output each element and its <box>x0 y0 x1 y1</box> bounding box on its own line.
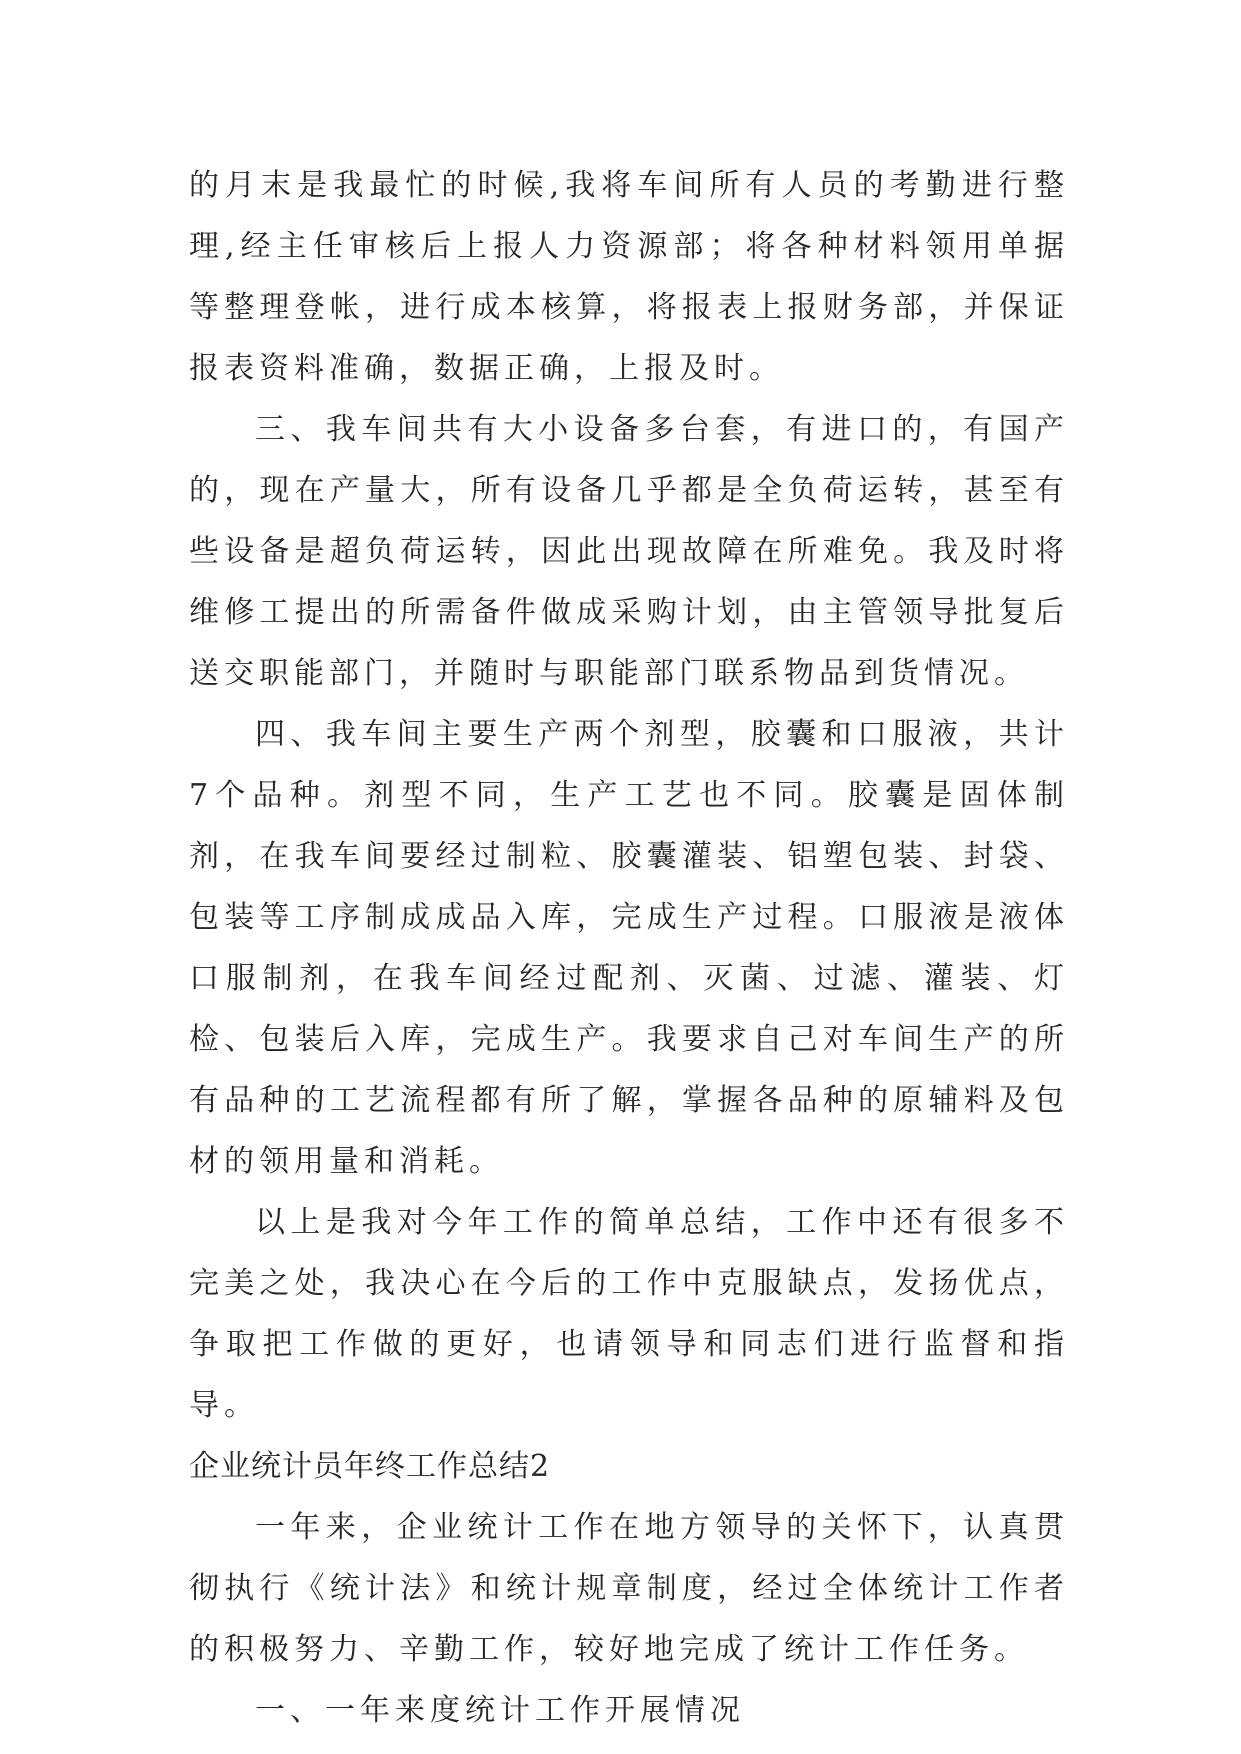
paragraph-attendance-cost: 的月末是我最忙的时候,我将车间所有人员的考勤进行整理,经主任审核后上报人力资源部；将各种材料领用单据等整理登帐，进行成本核算，将报表上报财务部，并保证报表资料准确，数据正确，上报及时。 <box>189 168 1069 386</box>
paragraph-equipment: 三、我车间共有大小设备多台套，有进口的，有国产的，现在产量大，所有设备几乎都是全负荷运转，甚至有些设备是超负荷运转，因此出现故障在所难免。我及时将维修工提出的所需备件做成采购计划，由主管领导批复后送交职能部门，并随时与职能部门联系物品到货情况。 <box>189 412 1069 691</box>
paragraph-production: 四、我车间主要生产两个剂型，胶囊和口服液，共计7个品种。剂型不同，生产工艺也不同。胶囊是固体制剂，在我车间要经过制粒、胶囊灌装、铝塑包装、封袋、包装等工序制成成品入库，完成生产过程。口服液是液体口服制剂，在我车间经过配剂、灭菌、过滤、灌装、灯检、包装后入库，完成生产。我要求自己对车间生产的所有品种的工艺流程都有所了解，掌握各品种的原辅料及包材的领用量和消耗。 <box>189 717 1069 1179</box>
paragraph-intro: 一年来，企业统计工作在地方领导的关怀下，认真贯彻执行《统计法》和统计规章制度，经过全体统计工作者的积极努力、辛勤工作，较好地完成了统计工作任务。 <box>189 1510 1069 1667</box>
paragraph-subheading: 一、一年来度统计工作开展情况 <box>255 1693 745 1728</box>
document-body <box>189 155 1069 1741</box>
section-title: 企业统计员年终工作总结2 <box>189 1449 551 1484</box>
paragraph-summary: 以上是我对今年工作的简单总结，工作中还有很多不完美之处，我决心在今后的工作中克服缺点，发扬优点，争取把工作做的更好，也请领导和同志们进行监督和指导。 <box>189 1205 1069 1423</box>
